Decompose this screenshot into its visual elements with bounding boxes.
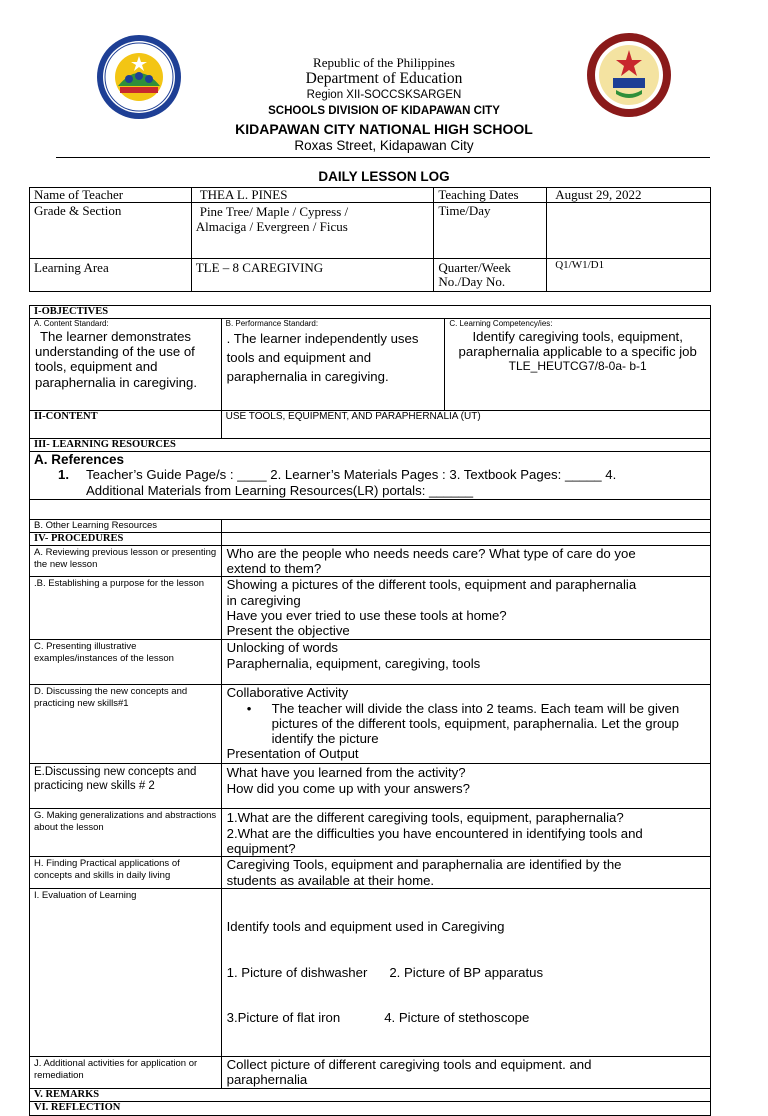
content-standard-cell (30, 319, 222, 411)
performance-standard-label: B. Performance Standard: (225, 319, 319, 328)
performance-standard-cell (221, 319, 445, 411)
info-table (29, 187, 711, 292)
content-standard-text: The learner demonstrates understanding of the use of tools, equipment and paraphernalia in caregiving. (35, 329, 198, 390)
references-blank (30, 500, 711, 520)
procedure-row (30, 577, 711, 640)
procedure-content (221, 546, 710, 577)
procedures-heading-blank (221, 533, 710, 546)
procedure-content (221, 640, 710, 685)
procedure-label: A. Reviewing previous lesson or presenting the new lesson (30, 546, 222, 577)
procedure-line: Present the objective (226, 623, 350, 639)
references-cell (30, 452, 711, 500)
competency-code: TLE_HEUTCG7/8-0a- b-1 (508, 359, 647, 374)
procedure-row (30, 857, 711, 888)
competency-cell (445, 319, 711, 411)
procedure-bullet-text: The teacher will divide the class into 2 teams. Each team will be given pictures of the different tools, equipment, paraphernalia. Let the group identify the picture (271, 700, 680, 747)
references-item-number: 1. (58, 467, 69, 482)
procedure-line: in caregiving (226, 592, 301, 608)
procedure-line: Collect picture of different caregiving tools and equipment. and (226, 1057, 592, 1073)
area-label: Learning Area (30, 259, 192, 292)
references-item (34, 467, 710, 498)
references-heading: A. References (34, 452, 125, 467)
procedure-line: Who are the people who needs needs care? What type of care do yoe (226, 546, 636, 561)
content-standard-label: A. Content Standard: (34, 319, 109, 328)
procedure-content (221, 857, 710, 888)
procedure-line: extend to them? (226, 561, 322, 577)
content-value: USE TOOLS, EQUIPMENT, AND PARAPHERNALIA (UT) (221, 411, 710, 439)
procedure-row (30, 640, 711, 685)
dates-value: August 29, 2022 (547, 188, 711, 203)
procedure-row (30, 546, 711, 577)
performance-standard-text: . The learner independently uses tools and equipment and paraphernalia in caregiving. (226, 331, 419, 384)
grade-label: Grade & Section (30, 203, 192, 259)
procedure-label: .B. Establishing a purpose for the lesson (30, 577, 222, 640)
procedure-line: Identify tools and equipment used in Caregiving (226, 919, 505, 935)
resources-heading: III- LEARNING RESOURCES (30, 439, 711, 452)
quarter-label-line1: Quarter/Week (438, 260, 511, 275)
grade-value (191, 203, 434, 259)
header-address: Roxas Street, Kidapawan City (294, 138, 474, 153)
procedure-line: 1. Picture of dishwasher 2. Picture of BP apparatus (226, 964, 544, 980)
quarter-label-line2: No./Day No. (438, 274, 506, 289)
remarks-heading: V. REMARKS (30, 1089, 711, 1102)
procedure-line: Have you ever tried to use these tools at home? (226, 607, 507, 623)
procedure-label: D. Discussing the new concepts and practicing new skills#1 (30, 685, 222, 764)
content-heading: II-CONTENT (30, 411, 222, 439)
procedure-row (30, 888, 711, 1056)
procedure-row (30, 764, 711, 809)
procedure-line: How did you come up with your answers? (226, 780, 470, 796)
other-resources-label: B. Other Learning Resources (30, 520, 222, 533)
references-line1: Teacher’s Guide Page/s : ____ 2. Learner’s Materials Pages : 3. Textbook Pages: _____ 4. (86, 467, 617, 482)
procedure-row (30, 809, 711, 857)
procedure-line: paraphernalia (226, 1072, 308, 1088)
teacher-value: THEA L. PINES (191, 188, 434, 203)
procedure-line: 1.What are the different caregiving tools, equipment, paraphernalia? (226, 810, 624, 826)
header-rule (56, 157, 710, 158)
procedure-content (221, 809, 710, 857)
procedure-line: Collaborative Activity (226, 685, 349, 701)
grade-value-line2: Almaciga / Evergreen / Ficus (195, 219, 348, 234)
procedure-content (221, 764, 710, 809)
procedure-content (221, 685, 710, 764)
procedure-line: Unlocking of words (226, 640, 339, 656)
reflection-heading: VI. REFLECTION (30, 1102, 711, 1116)
procedure-row (30, 1057, 711, 1089)
procedure-content (221, 1057, 710, 1089)
procedure-line: students as available at their home. (226, 872, 435, 888)
procedure-line: Paraphernalia, equipment, caregiving, tools (226, 655, 481, 671)
competency-label: C. Learning Competency/ies: (449, 319, 553, 328)
header-school: KIDAPAWAN CITY NATIONAL HIGH SCHOOL (235, 121, 533, 137)
procedure-label: E.Discussing new concepts and practicing new skills # 2 (30, 764, 222, 809)
procedure-content (221, 888, 710, 1056)
procedure-line: equipment? (226, 840, 296, 856)
procedure-content (221, 577, 710, 640)
grade-value-line1: Pine Tree/ Maple / Cypress / (199, 204, 349, 219)
procedure-bullet-item (227, 701, 705, 747)
procedure-label: I. Evaluation of Learning (30, 888, 222, 1056)
procedure-row (30, 685, 711, 764)
procedures-heading: IV- PROCEDURES (30, 533, 222, 546)
header-department: Department of Education (305, 70, 463, 87)
bullet-icon: • (246, 700, 252, 716)
procedure-line: 3.Picture of flat iron 4. Picture of stethoscope (226, 1010, 530, 1026)
quarter-value: Q1/W1/D1 (547, 259, 711, 292)
area-value: TLE – 8 CAREGIVING (191, 259, 434, 292)
procedure-label: H. Finding Practical applications of concepts and skills in daily living (30, 857, 222, 888)
time-value (547, 203, 711, 259)
procedure-line: Presentation of Output (226, 746, 359, 762)
procedure-line: What have you learned from the activity? (226, 765, 466, 781)
page-title: DAILY LESSON LOG (318, 169, 450, 184)
other-resources-value (221, 520, 710, 533)
dates-label: Teaching Dates (434, 188, 547, 203)
procedure-label: C. Presenting illustrative examples/instances of the lesson (30, 640, 222, 685)
references-line2: Additional Materials from Learning Resources(LR) portals: ______ (86, 482, 474, 498)
procedure-line: Caregiving Tools, equipment and paraphernalia are identified by the (226, 857, 622, 873)
header-division: SCHOOLS DIVISION OF KIDAPAWAN CITY (268, 105, 500, 117)
header-republic: Republic of the Philippines (313, 55, 455, 70)
procedure-line: 2.What are the difficulties you have encountered in identifying tools and (226, 825, 643, 841)
teacher-label: Name of Teacher (30, 188, 192, 203)
competency-text: Identify caregiving tools, equipment, paraphernalia applicable to a specific job (458, 329, 697, 360)
lesson-table (29, 305, 711, 1116)
objectives-heading: I-OBJECTIVES (30, 306, 711, 319)
procedure-label: J. Additional activities for application or remediation (30, 1057, 222, 1089)
quarter-label (434, 259, 547, 292)
time-label: Time/Day (434, 203, 547, 259)
procedure-line: Showing a pictures of the different tools, equipment and paraphernalia (226, 577, 637, 593)
header-region: Region XII-SOCCSKSARGEN (306, 89, 462, 101)
procedure-label: G. Making generalizations and abstractions about the lesson (30, 809, 222, 857)
